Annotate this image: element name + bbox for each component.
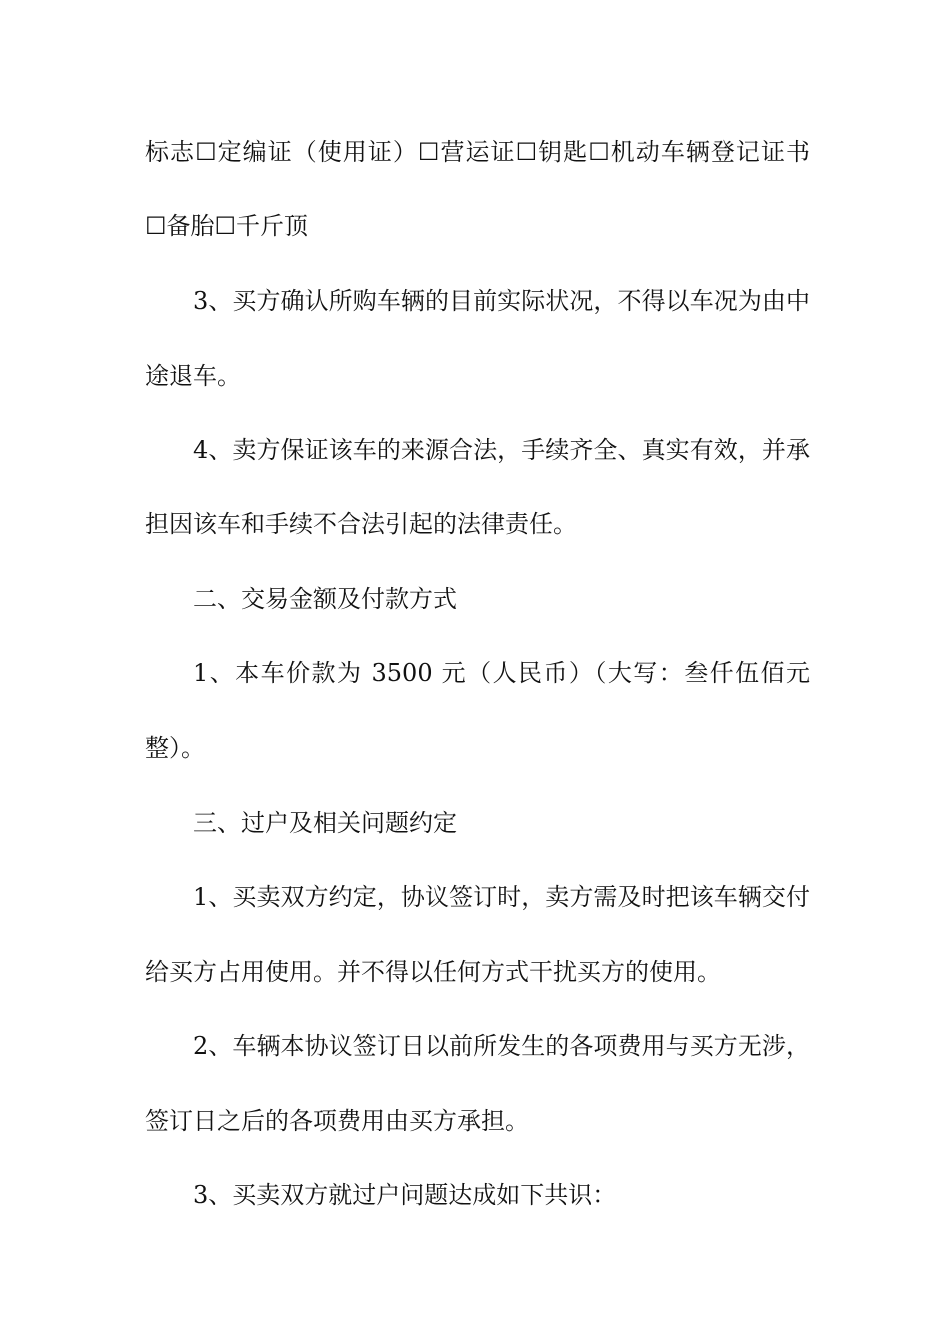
section-3-clause-2-line-2: 签订日之后的各项费用由买方承担。 [145,1107,529,1135]
clause-3-line-2: 途退车。 [145,362,241,390]
section-3-clause-2-line-1: 2、车辆本协议签订日以前所发生的各项费用与买方无涉， [193,1032,810,1060]
clause-4-line-2: 担因该车和手续不合法引起的法律责任。 [145,510,577,538]
clause-4-line-1: 4、卖方保证该车的来源合法，手续齐全、真实有效，并承 [193,436,810,464]
price-line-2: 整）。 [145,734,205,762]
section-3-clause-1-line-2: 给买方占用使用。并不得以任何方式干扰买方的使用。 [145,958,721,986]
text-line-2: ☐备胎☐千斤顶 [145,212,309,240]
section-3-clause-1-line-1: 1、买卖双方约定，协议签订时，卖方需及时把该车辆交付 [193,883,810,911]
section-3-clause-3: 3、买卖双方就过户问题达成如下共识： [193,1181,617,1209]
section-2-heading: 二、交易金额及付款方式 [193,585,457,613]
section-3-heading: 三、过户及相关问题约定 [193,809,457,837]
clause-3-line-1: 3、买方确认所购车辆的目前实际状况，不得以车况为由中 [193,287,810,315]
text-line-1: 标志☐定编证（使用证）☐营运证☐钥匙☐机动车辆登记证书 [145,138,810,166]
price-line-1: 1、本车价款为 3500 元（人民币）（大写：叁仟伍佰元 [193,659,810,687]
